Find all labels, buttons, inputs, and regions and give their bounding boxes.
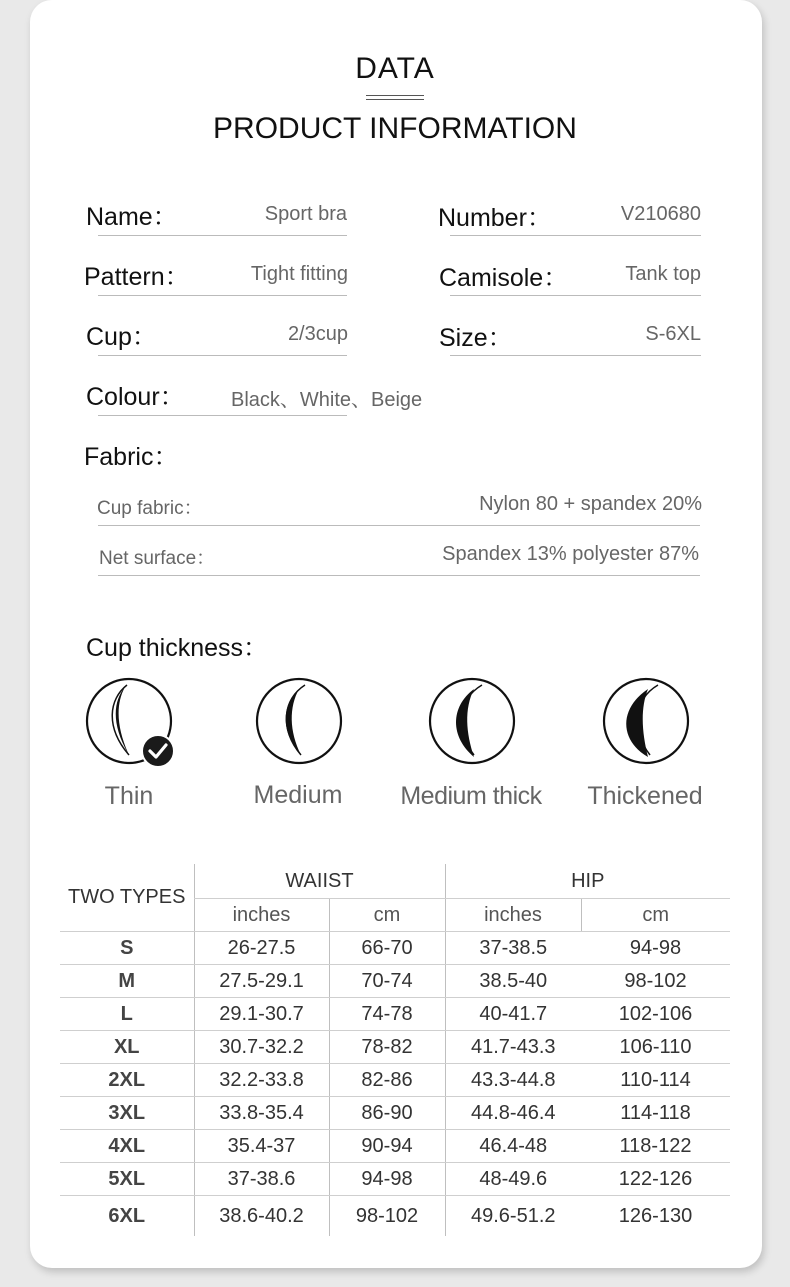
hip-cm-cell: 106-110 — [581, 1031, 730, 1064]
divider — [98, 295, 347, 296]
net-surface-label: Net surface： — [99, 548, 216, 569]
thickness-option-thin: Thin — [104, 782, 154, 810]
pattern-label: Pattern： — [84, 263, 190, 291]
hip-inches-cell: 43.3-44.8 — [445, 1064, 581, 1097]
waist-inches-cell: 33.8-35.4 — [194, 1097, 329, 1130]
hip-inches-cell: 38.5-40 — [445, 965, 581, 998]
waist-cm-cell: 66-70 — [329, 932, 445, 965]
table-row — [60, 1196, 730, 1237]
cup-fabric-value: Nylon 80 + spandex 20% — [479, 493, 702, 515]
table-row — [60, 965, 730, 998]
camisole-value: Tank top — [625, 263, 701, 285]
divider — [450, 235, 701, 236]
hip-header: HIP — [445, 864, 730, 899]
waist-cm-cell: 74-78 — [329, 998, 445, 1031]
hip-cm-cell: 114-118 — [581, 1097, 730, 1130]
colour-label: Colour： — [86, 383, 185, 411]
table-row — [60, 1031, 730, 1064]
size-cell: 6XL — [108, 1204, 146, 1227]
divider — [98, 525, 700, 526]
divider — [98, 235, 347, 236]
hip-inches-cell: 46.4-48 — [445, 1130, 581, 1163]
net-surface-value: Spandex 13% polyester 87% — [442, 543, 699, 565]
divider — [98, 355, 347, 356]
pattern-value: Tight fitting — [250, 263, 348, 285]
table-row — [60, 932, 730, 965]
size-value: S-6XL — [645, 323, 701, 345]
check-icon — [141, 734, 175, 768]
hip-inches-cell: 49.6-51.2 — [445, 1196, 581, 1237]
hip-cm-cell: 98-102 — [581, 965, 730, 998]
hip-cm-cell: 122-126 — [581, 1163, 730, 1196]
hip-cm-cell: 110-114 — [581, 1064, 730, 1097]
hip-cm-cell: 126-130 — [618, 1204, 693, 1227]
size-cell: 5XL — [60, 1163, 194, 1196]
fabric-label: Fabric： — [84, 443, 179, 471]
waist-inches-cell: 29.1-30.7 — [194, 998, 329, 1031]
size-cell: L — [60, 998, 194, 1031]
size-chart-table — [60, 864, 730, 1236]
waist-cm-cell: 94-98 — [329, 1163, 445, 1196]
cup-value: 2/3cup — [287, 323, 348, 345]
size-cell: 3XL — [60, 1097, 194, 1130]
name-value: Sport bra — [264, 203, 347, 225]
waist-header: WAIIST — [194, 864, 445, 899]
waist-cm-cell: 78-82 — [329, 1031, 445, 1064]
colour-value: Black、White、Beige — [231, 389, 423, 411]
waist-inches-cell: 27.5-29.1 — [194, 965, 329, 998]
hip-inches-cell: 41.7-43.3 — [445, 1031, 581, 1064]
table-row — [60, 998, 730, 1031]
waist-cm-cell: 90-94 — [329, 1130, 445, 1163]
table-row — [60, 1097, 730, 1130]
hip-inches-cell: 37-38.5 — [445, 932, 581, 965]
cup-label: Cup： — [86, 323, 157, 351]
size-cell: 2XL — [60, 1064, 194, 1097]
size-cell: 4XL — [60, 1130, 194, 1163]
medium-thick-cup-icon — [428, 677, 516, 765]
divider — [98, 575, 700, 576]
page-title: PRODUCT INFORMATION — [213, 112, 577, 145]
camisole-label: Camisole： — [439, 264, 569, 292]
hip-inches-cell: 40-41.7 — [445, 998, 581, 1031]
divider — [98, 415, 347, 416]
waist-cm-cell: 82-86 — [329, 1064, 445, 1097]
number-value: V210680 — [620, 203, 701, 225]
cup-fabric-label: Cup fabric： — [97, 498, 203, 519]
thickness-option-medium: Medium — [253, 781, 343, 809]
hip-inches-header: inches — [445, 899, 581, 932]
size-cell: S — [60, 932, 194, 965]
hip-cm-header: cm — [581, 899, 730, 932]
waist-inches-cell: 32.2-33.8 — [194, 1064, 329, 1097]
hip-cm-cell: 118-122 — [581, 1130, 730, 1163]
divider — [450, 295, 701, 296]
waist-inches-cell: 38.6-40.2 — [194, 1196, 329, 1237]
waist-inches-cell: 37-38.6 — [194, 1163, 329, 1196]
waist-cm-header: cm — [329, 899, 445, 932]
waist-cm-cell: 70-74 — [329, 965, 445, 998]
divider — [450, 355, 701, 356]
waist-inches-cell: 35.4-37 — [194, 1130, 329, 1163]
hip-cm-cell: 94-98 — [581, 932, 730, 965]
types-header: TWO TYPES — [60, 864, 194, 932]
section-title: DATA — [355, 52, 435, 85]
medium-cup-icon — [255, 677, 343, 765]
size-label: Size： — [439, 324, 513, 352]
hip-cm-cell: 102-106 — [581, 998, 730, 1031]
waist-inches-header: inches — [194, 899, 329, 932]
title-divider — [366, 95, 424, 100]
thickened-cup-icon — [602, 677, 690, 765]
name-label: Name： — [86, 203, 178, 231]
size-cell: M — [60, 965, 194, 998]
hip-inches-cell: 48-49.6 — [445, 1163, 581, 1196]
waist-cm-cell: 98-102 — [329, 1196, 445, 1237]
waist-inches-cell: 26-27.5 — [194, 932, 329, 965]
thickness-option-medium-thick: Medium thick — [400, 782, 542, 810]
number-label: Number： — [438, 204, 552, 232]
thickness-option-thickened: Thickened — [587, 782, 703, 810]
hip-inches-cell: 44.8-46.4 — [445, 1097, 581, 1130]
waist-inches-cell: 30.7-32.2 — [194, 1031, 329, 1064]
cup-thickness-title: Cup thickness： — [86, 634, 269, 662]
size-cell: XL — [60, 1031, 194, 1064]
table-row — [60, 1064, 730, 1097]
table-row — [60, 1163, 730, 1196]
waist-cm-cell: 86-90 — [329, 1097, 445, 1130]
table-row — [60, 1130, 730, 1163]
